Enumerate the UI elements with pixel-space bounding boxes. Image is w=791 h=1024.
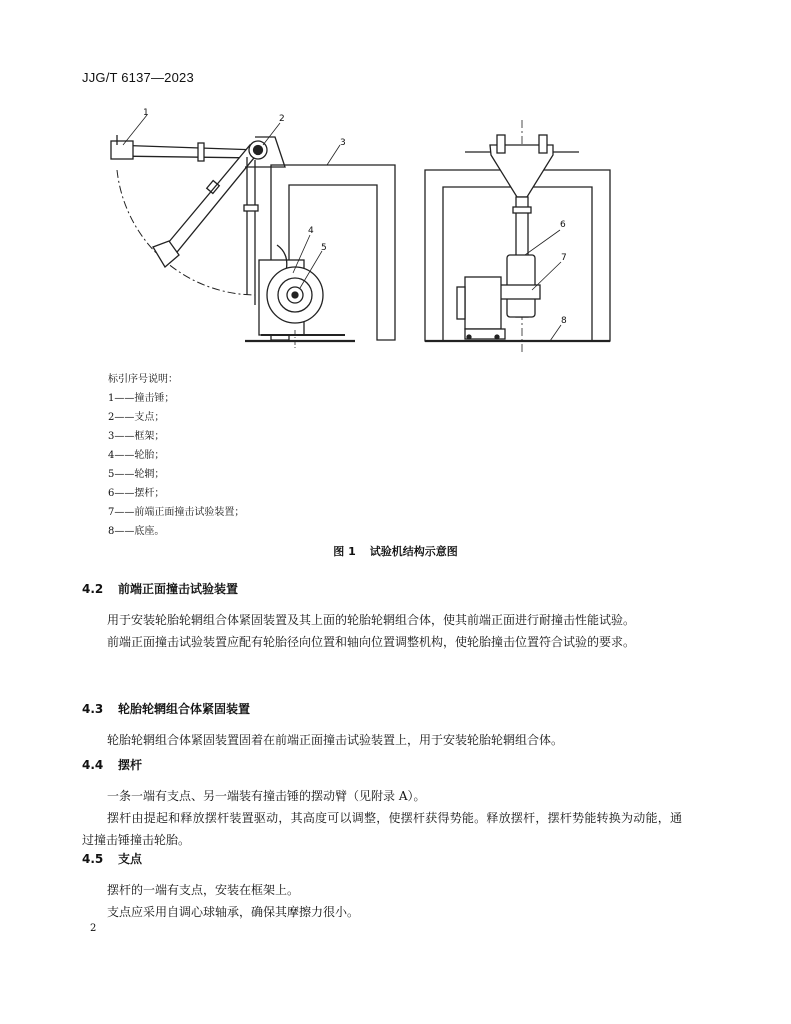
- legend-item: 3——框架；: [108, 431, 165, 442]
- section-number: 4.5: [82, 852, 104, 866]
- paragraph: 支点应采用自调心球轴承，确保其摩擦力很小。: [107, 905, 360, 919]
- section-4-3: [82, 700, 682, 751]
- section-title: 轮胎轮辋组合体紧固装置: [118, 702, 251, 716]
- tester-structure-diagram: [95, 105, 635, 355]
- front-view: [425, 120, 610, 353]
- section-4-2: [82, 580, 682, 653]
- section-number: 4.2: [82, 582, 104, 596]
- section-heading: [82, 850, 682, 867]
- paragraph: 用于安装轮胎轮辋组合体紧固装置及其上面的轮胎轮辋组合体，使其前端正面进行耐撞击性能试验。: [107, 613, 636, 627]
- standard-code: JJG/T 6137—2023: [82, 70, 194, 85]
- caption-title: 试验机结构示意图: [369, 545, 458, 558]
- section-4-4: [82, 756, 682, 851]
- callout-6: 6: [560, 220, 566, 230]
- side-view: [111, 115, 395, 350]
- section-heading: [82, 580, 682, 597]
- callout-7: 7: [561, 253, 567, 263]
- paragraph: 前端正面撞击试验装置应配有轮胎径向位置和轴向位置调整机构，使轮胎撞击位置符合试验的要求。: [107, 635, 636, 649]
- paragraph: 摆杆由提起和释放摆杆装置驱动，其高度可以调整，使摆杆获得势能。释放摆杆，摆杆势能转换为动能，通过撞击锤撞击轮胎。: [82, 811, 682, 847]
- paragraph: 一条一端有支点、另一端装有撞击锤的摆动臂（见附录 A）。: [107, 789, 426, 803]
- figure-caption: [0, 543, 791, 559]
- legend-item: 6——摆杆；: [108, 488, 165, 499]
- callout-5: 5: [321, 243, 327, 253]
- legend-item: 2——支点；: [108, 412, 165, 423]
- section-title: 前端正面撞击试验装置: [118, 582, 239, 596]
- callout-2: 2: [279, 114, 285, 124]
- section-number: 4.3: [82, 702, 104, 716]
- page-number: 2: [90, 923, 97, 934]
- legend-item: 8——底座。: [108, 526, 165, 537]
- section-heading: [82, 700, 682, 717]
- callout-3: 3: [340, 138, 346, 148]
- legend-title: 标引序号说明：: [108, 374, 178, 385]
- paragraph: 轮胎轮辋组合体紧固装置固着在前端正面撞击试验装置上，用于安装轮胎轮辋组合体。: [107, 733, 564, 747]
- section-number: 4.4: [82, 758, 104, 772]
- legend-item: 4——轮胎；: [108, 450, 165, 461]
- callout-8: 8: [561, 316, 567, 326]
- section-heading: [82, 756, 682, 773]
- paragraph: 摆杆的一端有支点，安装在框架上。: [107, 883, 300, 897]
- legend-item: 7——前端正面撞击试验装置；: [108, 507, 245, 518]
- caption-label: 图 1: [333, 545, 356, 558]
- legend-item: 1——撞击锤；: [108, 393, 175, 404]
- figure-legend: [108, 370, 244, 541]
- legend-item: 5——轮辋；: [108, 469, 165, 480]
- section-4-5: [82, 850, 682, 923]
- section-title: 支点: [118, 852, 143, 866]
- callout-4: 4: [308, 226, 314, 236]
- callout-1: 1: [143, 108, 149, 118]
- section-title: 摆杆: [118, 758, 143, 772]
